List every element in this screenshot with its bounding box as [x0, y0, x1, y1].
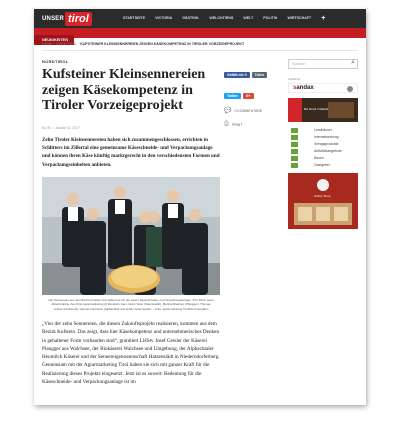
ad3-item: Bauen: [314, 156, 324, 160]
ad3-item: Verlagsprodukte: [314, 142, 339, 146]
search-icon[interactable]: ⌕: [351, 59, 355, 66]
article-lead: Zehn Tiroler Kleinsennereien haben sich zusammengeschlossen, errichten in Schlitters im Zillertal eine gemeinsame Käseschneide- und Verpackungsanlage und können ihren Käse künftig marktgerecht in den verschiedensten Formen und Verpackungseinheiten anbieten.: [42, 137, 220, 168]
group-photo-illustration: [42, 177, 220, 295]
article-body: „Vier der zehn Sennereien, die diesen Zukunftsprojekt realisieren, kommen aus dem Bezirk Kufstein. Das zeigt, dass hier Käsekompetenz und unternehmerisches Denken in gehaltener Form vorhanden sind“, gratuliert LHStv Josef Geisler der Käserei Plangger aus Walchsee, der Biokäserei Walchsee und Umgebung, der Alpbachtaler Heumilch Käserei und der Sennereigenossenschaft Hatzenstädt in Niederndorferberg. Gemeinsam mit der Agrarmarketing Tirol haben sie sich mit ganzer Kraft für die Realisierung dieses Projekts eingesetzt. Jetzt ist es soweit: Bedeutung für die Käseschneide- und Verpackungsanlage ist im: [42, 321, 220, 386]
breadcrumb: [42, 42, 244, 46]
meta-date: Januar 12, 2017: [55, 126, 80, 130]
ad3-item: Gastgeber: [314, 163, 330, 167]
ad3-item: Landhäuser: [314, 128, 332, 132]
ad4-text: Online Shop: [314, 194, 331, 198]
nav-item-gaestehl[interactable]: GÄSTEHL: [182, 16, 200, 20]
ad3-checkbox-icons: [288, 125, 310, 169]
comment-icon: 💬: [224, 108, 232, 114]
ad3-item: Aktivitätsangebote: [314, 149, 342, 153]
nav-item-welchtirns[interactable]: WELCHTIRNS: [209, 16, 234, 20]
ad3-list: [314, 127, 342, 169]
article-photo: [42, 177, 220, 295]
site-logo[interactable]: [42, 11, 92, 26]
facebook-like-button[interactable]: Gefällt mir 0: [224, 72, 250, 78]
nav-item-wirtschaft[interactable]: WIRTSCHAFT: [287, 16, 312, 20]
twitter-button[interactable]: Twitter: [224, 93, 241, 99]
comments-link[interactable]: [224, 107, 262, 114]
logo-prefix: UNSER: [42, 15, 65, 22]
article-category[interactable]: NORDTIROL: [42, 59, 69, 64]
banner-ad-4[interactable]: [288, 173, 358, 229]
breadcrumb-section[interactable]: NORDTIROL: [55, 42, 78, 46]
article-title: Kufsteiner Kleinsennereien zeigen Käsekompetenz in Tiroler Vorzeigeprojekt: [42, 67, 206, 113]
logo-brand: tirol: [65, 12, 92, 26]
nav-item-victoria[interactable]: VICTORIA: [155, 16, 173, 20]
browser-page: [34, 9, 366, 405]
article-meta: By IN • Januar 12, 2017: [42, 126, 80, 130]
ad4-art: [288, 173, 358, 229]
print-link[interactable]: [224, 121, 242, 128]
news-ticker: [34, 28, 366, 42]
sandax-ad[interactable]: [288, 83, 358, 93]
photo-caption: Vier Sennereien aus dem Bezirk Kufstein sind dabei und mit der neuen Käseschneide- und Verpackungsanlage „Tirol Pack“ wenn Absatzmärkte. Aus Kirst Agrarmarketing (d) Wendelin Juen, Heinz Seier (Stauriesalkt), Martina Bradmer (Plangger), Thomas Lettner (Holzkunst), Hannes Hartmann (Alpbachtal) und LHStv Josef Geisler. – Foto: Agrarmarketing Tirol/Die Fotografen: [48, 298, 214, 311]
meta-author[interactable]: IN: [46, 126, 51, 130]
nav-more-plus-icon[interactable]: +: [321, 15, 326, 22]
banner-ad-2[interactable]: [288, 98, 358, 122]
ad-badge-icon: [347, 86, 353, 92]
ticker-item[interactable]: »Olympia- Teilnehmer: [83, 38, 121, 42]
nav-item-startseite[interactable]: STARTSEITE: [123, 16, 146, 20]
search-box[interactable]: [288, 59, 358, 69]
ad3-item: Internetwerbung: [314, 135, 339, 139]
ad-label: ANZEIGE: [288, 77, 301, 81]
meta-by: By: [42, 126, 46, 130]
ticker-item[interactable]: Tirolerin: [240, 38, 254, 42]
sandax-logo: sandax: [293, 85, 314, 91]
google-plus-button[interactable]: G+: [243, 93, 254, 99]
print-icon: ⎙: [224, 121, 229, 127]
ticker-label: NEUIGKEITEN: [34, 35, 74, 45]
nav-item-politik[interactable]: POLITIK: [263, 16, 278, 20]
ticker-item[interactable]: Protestbrief: Italienische Kindergartenkinder besetzten: [134, 38, 226, 42]
top-navigation-bar: [34, 9, 366, 28]
share-button[interactable]: Teilen: [252, 72, 268, 78]
print-label: PRINT: [231, 122, 243, 127]
comments-count: 0 KOMMENTARE: [234, 108, 263, 113]
breadcrumb-separator-icon: ›: [53, 42, 56, 46]
banner-ad-3[interactable]: [288, 125, 358, 169]
ad2-text: Bis Rund 3 Rabatt: [304, 107, 329, 111]
breadcrumb-separator-icon: ›: [78, 42, 81, 46]
nav-item-welt[interactable]: WELT: [243, 16, 254, 20]
main-nav: [118, 9, 330, 28]
search-input[interactable]: Suchen: [292, 61, 306, 66]
breadcrumb-current: KUFSTEINER KLEINSENNEREIEN ZEIGEN KÄSEKOMPETENZ IN TIROLER VORZEIGEPROJEKT: [80, 42, 245, 46]
breadcrumb-home[interactable]: HOME: [42, 42, 53, 46]
header-divider: [42, 50, 358, 51]
